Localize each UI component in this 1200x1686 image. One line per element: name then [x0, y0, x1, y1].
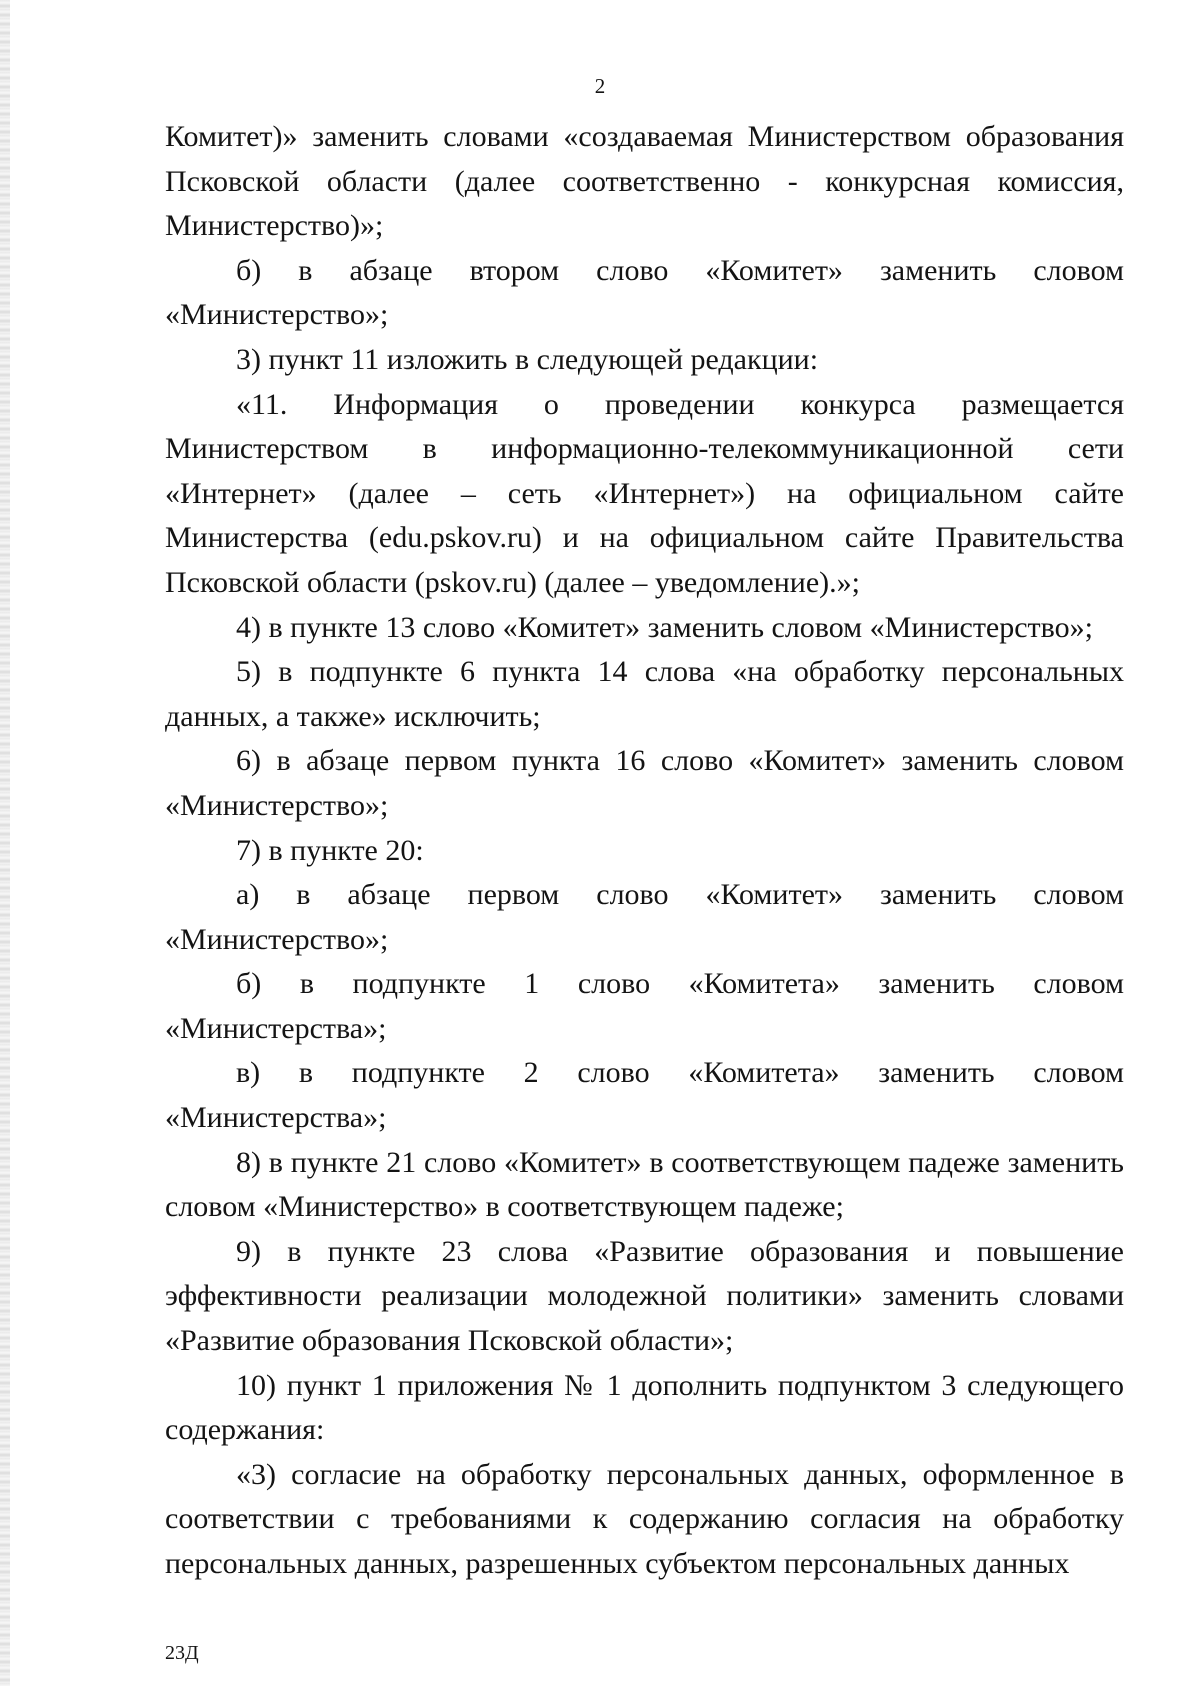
paragraph: а) в абзаце первом слово «Комитет» заменить словом «Министерство»; [165, 878, 1124, 956]
paragraph: 4) в пункте 13 слово «Комитет» заменить словом «Министерство»; [236, 610, 1093, 644]
paragraph: 7) в пункте 20: [236, 833, 424, 867]
paragraph: 10) пункт 1 приложения № 1 дополнить подпунктом 3 следующего содержания: [165, 1368, 1124, 1447]
page-number: 2 [594, 74, 606, 98]
paragraph: 5) в подпункте 6 пункта 14 слова «на обработку персональных данных, а также» исключить; [165, 655, 1124, 733]
paragraph: 3) пункт 11 изложить в следующей редакции: [236, 342, 819, 376]
scan-edge [0, 0, 10, 1686]
document-body [165, 115, 1124, 1587]
document-code: 23Д [165, 1642, 199, 1664]
paragraph: Комитет)» заменить словами «создаваемая Министерством образования Псковской области (далее соответственно - конкурсная комиссия, Министерство)»; [165, 120, 1124, 243]
paragraph: б) в подпункте 1 слово «Комитета» заменить словом «Министерства»; [165, 967, 1124, 1045]
paragraph: «3) согласие на обработку персональных данных, оформленное в соответствии с требованиями к содержанию согласия на обработку персональных данных, разрешенных субъектом персональных данных [165, 1457, 1124, 1580]
paragraph: 9) в пункте 23 слова «Развитие образования и повышение эффективности реализации молодежной политики» заменить словами «Развитие образования Псковской области»; [165, 1234, 1124, 1358]
paragraph: «11. Информация о проведении конкурса размещается Министерством в информационно-телекоммуникационной сети «Интернет» (далее – сеть «Интернет») на официальном сайте Министерства (edu.pskov.ru) и на официальном сайте Правительства Псковской области (pskov.ru) (далее – уведомление).»; [165, 387, 1124, 599]
paragraph: б) в абзаце втором слово «Комитет» заменить словом «Министерство»; [165, 253, 1124, 332]
paragraph: 8) в пункте 21 слово «Комитет» в соответствующем падеже заменить словом «Министерство» в соответствующем падеже; [165, 1145, 1124, 1224]
paragraph: 6) в абзаце первом пункта 16 слово «Комитет» заменить словом «Министерство»; [165, 744, 1124, 822]
paragraph: в) в подпункте 2 слово «Комитета» заменить словом «Министерства»; [165, 1056, 1124, 1135]
